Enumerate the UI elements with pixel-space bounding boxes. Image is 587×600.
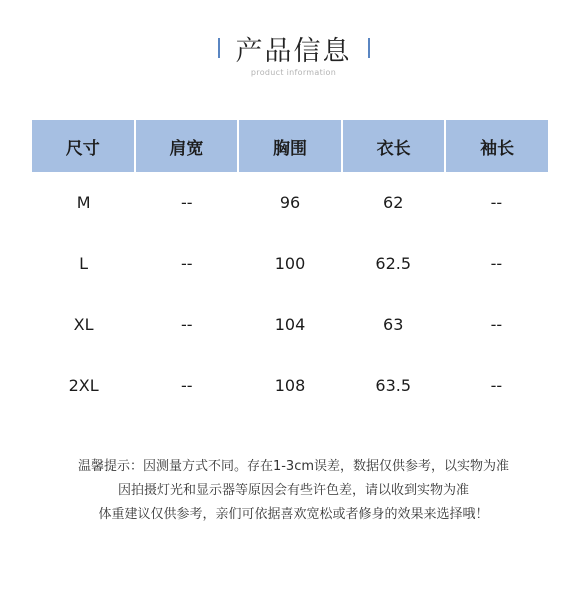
cell-size: 2XL xyxy=(68,376,99,395)
header-size: 尺寸 xyxy=(32,120,136,172)
table-row xyxy=(32,172,548,233)
title-right-bar xyxy=(368,38,370,58)
page-subtitle: product information xyxy=(250,68,337,77)
table-row xyxy=(32,233,548,294)
cell-sleeve: -- xyxy=(490,315,503,334)
cell-size: M xyxy=(76,193,91,212)
header-chest: 胸围 xyxy=(239,120,343,172)
notice-text xyxy=(0,455,587,527)
cell-shoulder: -- xyxy=(181,315,193,334)
cell-chest: 96 xyxy=(279,193,301,212)
title-row xyxy=(0,28,587,68)
cell-length: 62 xyxy=(383,193,404,212)
page-title: 产品信息 xyxy=(235,35,352,67)
header-length: 衣长 xyxy=(343,120,447,172)
header-sleeve: 袖长 xyxy=(480,138,515,159)
cell-chest: 108 xyxy=(274,376,306,395)
notice-line: 因拍摄灯光和显示器等原因会有些许色差，请以收到实物为准 xyxy=(117,483,469,498)
cell-length: 63 xyxy=(383,315,404,334)
cell-size: XL xyxy=(73,315,94,334)
size-table xyxy=(32,120,548,416)
cell-length: 63.5 xyxy=(375,376,412,395)
header xyxy=(0,28,587,77)
cell-chest: 100 xyxy=(274,254,306,273)
cell-size: L xyxy=(79,254,89,273)
cell-sleeve: -- xyxy=(490,254,503,273)
table-header xyxy=(32,120,548,172)
cell-chest: 104 xyxy=(274,315,306,334)
notice-line: 温馨提示：因测量方式不同。存在1-3cm误差，数据仅供参考，以实物为准 xyxy=(77,459,510,474)
cell-shoulder: -- xyxy=(181,193,193,212)
notice-line: 体重建议仅供参考，亲们可依据喜欢宽松或者修身的效果来选择哦！ xyxy=(98,507,489,522)
cell-shoulder: -- xyxy=(181,254,193,273)
table-row xyxy=(32,294,548,355)
cell-sleeve: -- xyxy=(490,376,503,395)
table-row xyxy=(32,355,548,416)
cell-length: 62.5 xyxy=(375,254,412,273)
cell-sleeve: -- xyxy=(490,193,503,212)
cell-shoulder: -- xyxy=(181,376,193,395)
title-left-bar xyxy=(218,38,220,58)
header-shoulder: 肩宽 xyxy=(136,120,240,172)
